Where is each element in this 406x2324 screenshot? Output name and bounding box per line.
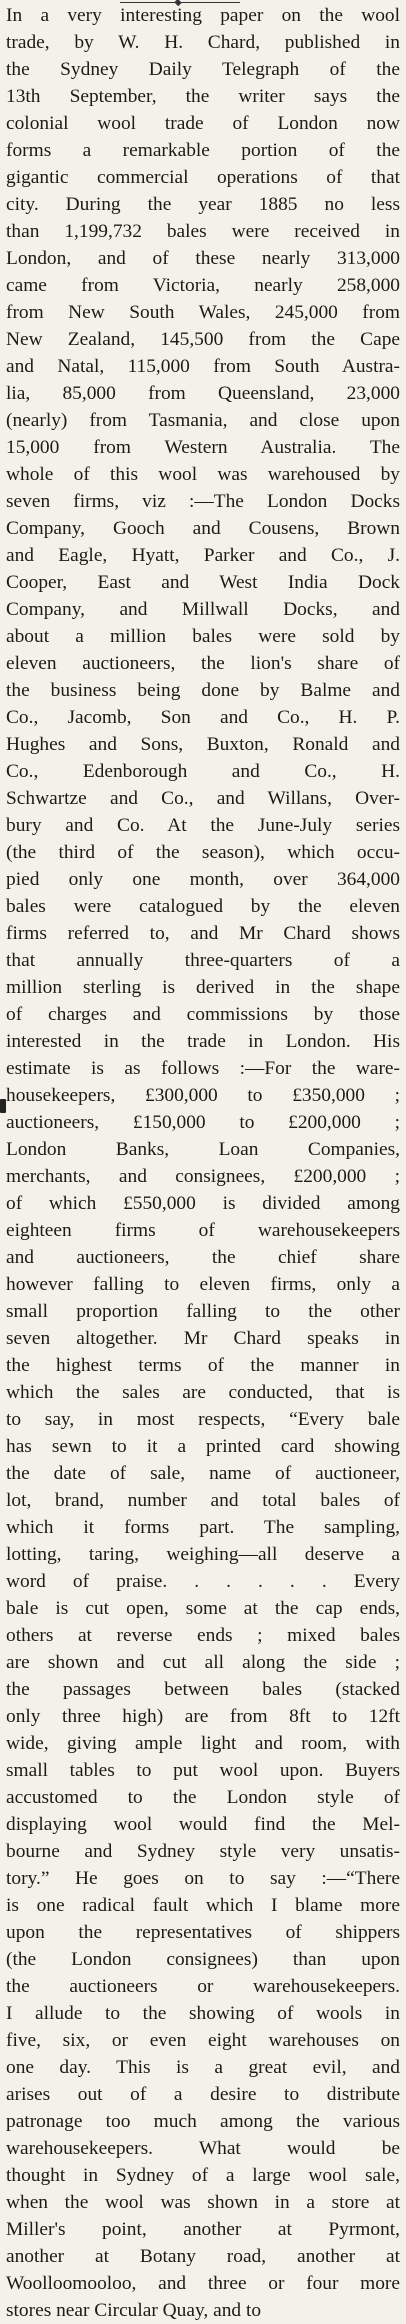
article-line: Woolloomooloo, and three or four more (6, 2273, 400, 2294)
article-line: 13th September, the writer says the (6, 86, 400, 107)
article-column (6, 2, 400, 2324)
article-line: and Eagle, Hyatt, Parker and Co., J. (6, 545, 400, 566)
article-line: pied only one month, over 364,000 (6, 869, 400, 890)
article-line: which it forms part. The sampling, (6, 1517, 400, 1538)
article-line: Hughes and Sons, Buxton, Ronald and (6, 734, 400, 755)
article-line: eleven auctioneers, the lion's share of (6, 653, 400, 674)
article-line: seven altogether. Mr Chard speaks in (6, 1328, 400, 1349)
article-line: lot, brand, number and total bales of (6, 1490, 400, 1511)
article-line: of which £550,000 is divided among (6, 1193, 400, 1214)
article-line: others at reverse ends ; mixed bales (6, 1625, 400, 1646)
article-line: and Natal, 115,000 from South Austra- (6, 356, 400, 377)
article-line: Co., Jacomb, Son and Co., H. P. (6, 707, 400, 728)
article-line: wide, giving ample light and room, with (6, 1733, 400, 1754)
article-line: the business being done by Balme and (6, 680, 400, 701)
article-line: bales were catalogued by the eleven (6, 896, 400, 917)
article-line: word of praise. . . . . . Every (6, 1571, 400, 1592)
article-line: small proportion falling to the other (6, 1301, 400, 1322)
article-line: interested in the trade in London. His (6, 1031, 400, 1052)
article-line: has sewn to it a printed card showing (6, 1436, 400, 1457)
article-line: Company, Gooch and Cousens, Brown (6, 518, 400, 539)
article-line: the passages between bales (stacked (6, 1679, 400, 1700)
article-line: the date of sale, name of auctioneer, (6, 1463, 400, 1484)
article-line: eighteen firms of warehousekeepers (6, 1220, 400, 1241)
article-line: trade, by W. H. Chard, published in (6, 32, 400, 53)
article-line: London Banks, Loan Companies, (6, 1139, 400, 1160)
article-line: warehousekeepers. What would be (6, 2138, 400, 2159)
article-line: Schwartze and Co., and Willans, Over- (6, 788, 400, 809)
article-line: (the London consignees) than upon (6, 1949, 400, 1970)
article-line: In a very interesting paper on the wool (6, 5, 400, 26)
article-line: housekeepers, £300,000 to £350,000 ; (6, 1085, 400, 1106)
article-line: firms referred to, and Mr Chard shows (6, 923, 400, 944)
article-line: only three high) are from 8ft to 12ft (6, 1706, 400, 1727)
article-line: gigantic commercial operations of that (6, 167, 400, 188)
article-line: however falling to eleven firms, only a (6, 1274, 400, 1295)
article-line: estimate is as follows :—For the ware- (6, 1058, 400, 1079)
article-line: and auctioneers, the chief share (6, 1247, 400, 1268)
article-line: five, six, or even eight warehouses on (6, 2030, 400, 2051)
article-line: (the third of the season), which occu- (6, 842, 400, 863)
article-line: bale is cut open, some at the cap ends, (6, 1598, 400, 1619)
article-line: lia, 85,000 from Queensland, 23,000 (6, 383, 400, 404)
article-line: of charges and commissions by those (6, 1004, 400, 1025)
article-line: merchants, and consignees, £200,000 ; (6, 1166, 400, 1187)
article-line: than 1,199,732 bales were received in (6, 221, 400, 242)
article-line: when the wool was shown in a store at (6, 2192, 400, 2213)
article-line: arises out of a desire to distribute (6, 2084, 400, 2105)
article-line: stores near Circular Quay, and to (6, 2300, 262, 2321)
article-line: Cooper, East and West India Dock (6, 572, 400, 593)
article-line: came from Victoria, nearly 258,000 (6, 275, 400, 296)
article-line: Co., Edenborough and Co., H. (6, 761, 400, 782)
article-line: whole of this wool was warehoused by (6, 464, 400, 485)
article-line: about a million bales were sold by (6, 626, 400, 647)
article-line: is one radical fault which I blame more (6, 1895, 400, 1916)
article-line: London, and of these nearly 313,000 (6, 248, 400, 269)
article-line: displaying wool would find the Mel- (6, 1814, 400, 1835)
article-line: New Zealand, 145,500 from the Cape (6, 329, 400, 350)
article-line: that annually three-quarters of a (6, 950, 400, 971)
article-line: seven firms, viz :—The London Docks (6, 491, 400, 512)
article-line: small tables to put wool upon. Buyers (6, 1760, 400, 1781)
article-line: the auctioneers or warehousekeepers. (6, 1976, 400, 1997)
article-line: the highest terms of the manner in (6, 1355, 400, 1376)
article-line: city. During the year 1885 no less (6, 194, 400, 215)
article-line: accustomed to the London style of (6, 1787, 400, 1808)
article-line: thought in Sydney of a large wool sale, (6, 2165, 400, 2186)
article-line: 15,000 from Western Australia. The (6, 437, 400, 458)
article-line: the Sydney Daily Telegraph of the (6, 59, 400, 80)
article-line: patronage too much among the various (6, 2111, 400, 2132)
article-line: tory.” He goes on to say :—“There (6, 1868, 400, 1889)
article-line: upon the representatives of shippers (6, 1922, 400, 1943)
article-line: bourne and Sydney style very unsatis- (6, 1841, 400, 1862)
article-line: I allude to the showing of wools in (6, 2003, 400, 2024)
article-line: Miller's point, another at Pyrmont, (6, 2219, 400, 2240)
article-line: to say, in most respects, “Every bale (6, 1409, 400, 1430)
article-line: another at Botany road, another at (6, 2246, 400, 2267)
article-line: colonial wool trade of London now (6, 113, 400, 134)
article-line: Company, and Millwall Docks, and (6, 599, 400, 620)
article-line: one day. This is a great evil, and (6, 2057, 400, 2078)
article-line: forms a remarkable portion of the (6, 140, 400, 161)
article-line: auctioneers, £150,000 to £200,000 ; (6, 1112, 400, 1133)
article-line: lotting, taring, weighing—all deserve a (6, 1544, 400, 1565)
article-line: which the sales are conducted, that is (6, 1382, 400, 1403)
article-line: bury and Co. At the June-July series (6, 815, 400, 836)
article-line: million sterling is derived in the shape (6, 977, 400, 998)
article-line: from New South Wales, 245,000 from (6, 302, 400, 323)
article-line: are shown and cut all along the side ; (6, 1652, 400, 1673)
article-line: (nearly) from Tasmania, and close upon (6, 410, 400, 431)
